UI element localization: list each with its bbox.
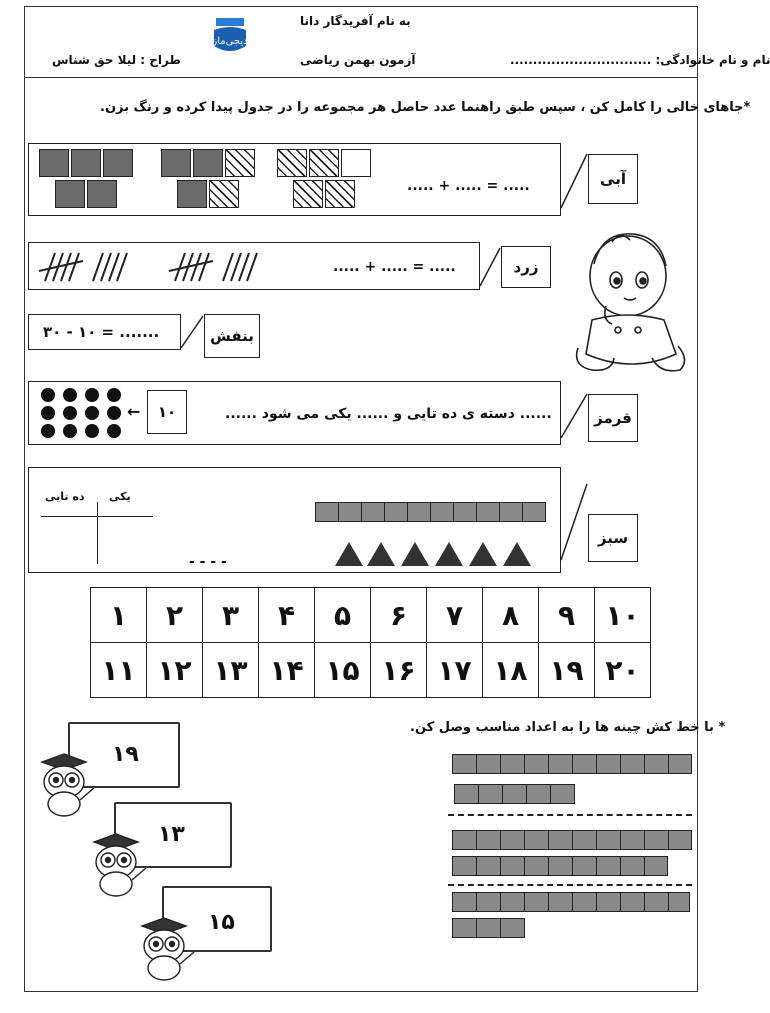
purple-label: بنفش <box>204 314 260 358</box>
arrow-icon: ← <box>127 402 141 421</box>
header-divider <box>24 77 698 78</box>
grid-cell[interactable]: ۱۹ <box>539 643 595 698</box>
blue-equation[interactable]: ..... + ..... = ..... <box>407 178 530 194</box>
board-number-2: ۱۳ <box>158 822 185 847</box>
green-blank[interactable]: - - - - <box>189 554 227 570</box>
grid-cell[interactable]: ۴ <box>259 588 315 643</box>
main-instruction: *جاهای خالی را کامل کن ، سپس طبق راهنما عدد حاصل هر مجموعه را در جدول پیدا کرده و رنگ بزن. <box>100 100 751 115</box>
grid-cell[interactable]: ۳ <box>203 588 259 643</box>
grid-cell[interactable]: ۹ <box>539 588 595 643</box>
grid-cell[interactable]: ۲۰ <box>595 643 651 698</box>
green-label: سبز <box>588 514 638 562</box>
dashed-divider <box>448 884 692 886</box>
test-title: آزمون بهمن ریاضی <box>300 53 416 67</box>
grid-cell[interactable]: ۷ <box>427 588 483 643</box>
grid-cell[interactable]: ۶ <box>371 588 427 643</box>
yellow-equation[interactable]: ..... + ..... = ..... <box>333 259 456 275</box>
dashed-divider <box>448 814 692 816</box>
match-instruction: * با خط کش چینه ها را به اعداد مناسب وصل کن. <box>410 720 726 735</box>
red-sentence[interactable]: ...... دسته ی ده تایی و ...... یکی می شود ...... <box>225 406 552 422</box>
purple-row-box <box>28 314 181 350</box>
owl-teacher-icon <box>34 752 94 816</box>
grid-cell[interactable]: ۱۳ <box>203 643 259 698</box>
grid-cell[interactable]: ۱۲ <box>147 643 203 698</box>
grid-cell[interactable]: ۸ <box>483 588 539 643</box>
purple-connector <box>181 314 205 358</box>
grid-cell[interactable]: ۱ <box>91 588 147 643</box>
number-grid <box>90 587 651 698</box>
grid-cell[interactable]: ۱۰ <box>595 588 651 643</box>
tally-marks <box>37 251 257 283</box>
green-connector <box>561 480 589 564</box>
grid-cell[interactable]: ۱۱ <box>91 643 147 698</box>
owl-teacher-icon <box>134 916 194 980</box>
board-number-1: ۱۹ <box>112 742 139 767</box>
grid-cell[interactable]: ۱۴ <box>259 643 315 698</box>
blue-row-box <box>28 143 561 216</box>
bismillah: به نام آفریدگار دانا <box>300 14 411 28</box>
place-value-vline <box>97 502 98 564</box>
red-connector <box>561 390 589 442</box>
col-tens-header: ده تایی <box>45 490 85 503</box>
name-field[interactable]: نام و نام خانوادگی: ............................... <box>510 53 770 67</box>
rods-area <box>452 754 692 954</box>
board-number-3: ۱۵ <box>208 910 235 935</box>
grid-cell[interactable]: ۱۸ <box>483 643 539 698</box>
grid-cell[interactable]: ۱۵ <box>315 643 371 698</box>
red-label: قرمز <box>588 394 638 442</box>
owl-teacher-icon <box>86 832 146 896</box>
blue-label: آبی <box>588 154 638 204</box>
yellow-label: زرد <box>501 246 551 288</box>
designer-credit: طراح : لیلا حق شناس <box>52 53 181 67</box>
green-row-box <box>28 467 561 573</box>
grid-cell[interactable]: ۱۶ <box>371 643 427 698</box>
logo <box>210 16 250 60</box>
yellow-connector <box>480 246 502 288</box>
blue-connector <box>561 150 589 212</box>
red-ten-box: ۱۰ <box>147 390 187 434</box>
grid-cell[interactable]: ۲ <box>147 588 203 643</box>
grid-cell[interactable]: ۵ <box>315 588 371 643</box>
red-row-box <box>28 381 561 445</box>
col-ones-header: یکی <box>109 490 131 503</box>
logo-text: دیجی‌ماز <box>212 36 248 47</box>
purple-equation[interactable]: ۳۰ - ۱۰ = ....... <box>43 323 160 341</box>
grid-cell[interactable]: ۱۷ <box>427 643 483 698</box>
yellow-row-box <box>28 242 480 290</box>
baby-illustration <box>572 224 690 376</box>
